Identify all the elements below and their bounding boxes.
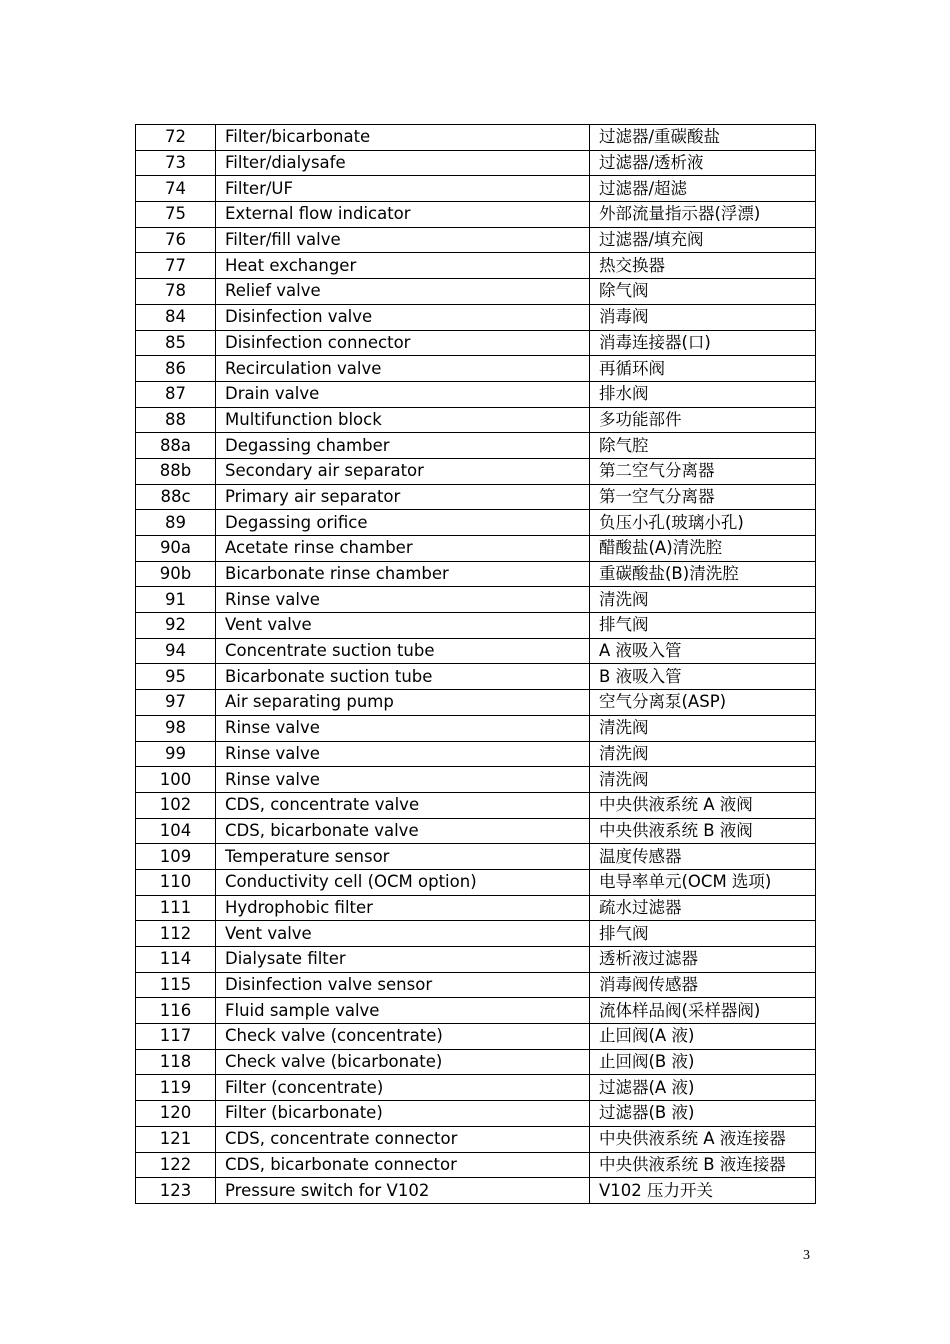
- english-name-cell: Filter/bicarbonate: [216, 125, 590, 151]
- table-row: [136, 1101, 816, 1127]
- english-name-cell: Check valve (concentrate): [216, 1024, 590, 1050]
- table-row: [136, 613, 816, 639]
- table-row: [136, 381, 816, 407]
- table-row: [136, 767, 816, 793]
- table-row: [136, 1178, 816, 1204]
- table-row: [136, 792, 816, 818]
- english-name-cell: Relief valve: [216, 279, 590, 305]
- part-number-cell: 104: [136, 818, 216, 844]
- part-number-cell: 86: [136, 356, 216, 382]
- part-number-cell: 119: [136, 1075, 216, 1101]
- table-row: [136, 561, 816, 587]
- english-name-cell: Disinfection valve: [216, 304, 590, 330]
- table-row: [136, 818, 816, 844]
- english-name-cell: Filter/UF: [216, 176, 590, 202]
- english-name-cell: Conductivity cell (OCM option): [216, 869, 590, 895]
- part-number-cell: 97: [136, 690, 216, 716]
- english-name-cell: Disinfection connector: [216, 330, 590, 356]
- part-number-cell: 75: [136, 202, 216, 228]
- english-name-cell: Primary air separator: [216, 484, 590, 510]
- chinese-name-cell: 再循环阀: [590, 356, 816, 382]
- table-row: [136, 484, 816, 510]
- part-number-cell: 99: [136, 741, 216, 767]
- table-row: [136, 638, 816, 664]
- table-row: [136, 150, 816, 176]
- english-name-cell: Rinse valve: [216, 587, 590, 613]
- chinese-name-cell: V102 压力开关: [590, 1178, 816, 1204]
- part-number-cell: 94: [136, 638, 216, 664]
- chinese-name-cell: 透析液过滤器: [590, 947, 816, 973]
- table-row: [136, 510, 816, 536]
- chinese-name-cell: 排水阀: [590, 381, 816, 407]
- chinese-name-cell: 温度传感器: [590, 844, 816, 870]
- chinese-name-cell: 中央供液系统 B 液连接器: [590, 1152, 816, 1178]
- part-number-cell: 117: [136, 1024, 216, 1050]
- part-number-cell: 121: [136, 1126, 216, 1152]
- chinese-name-cell: 清洗阀: [590, 767, 816, 793]
- part-number-cell: 100: [136, 767, 216, 793]
- part-number-cell: 95: [136, 664, 216, 690]
- table-row: [136, 741, 816, 767]
- part-number-cell: 109: [136, 844, 216, 870]
- english-name-cell: Rinse valve: [216, 715, 590, 741]
- english-name-cell: Recirculation valve: [216, 356, 590, 382]
- table-row: [136, 1152, 816, 1178]
- part-number-cell: 88b: [136, 458, 216, 484]
- table-row: [136, 227, 816, 253]
- parts-table-body: [136, 125, 816, 1204]
- chinese-name-cell: 中央供液系统 A 液连接器: [590, 1126, 816, 1152]
- chinese-name-cell: 多功能部件: [590, 407, 816, 433]
- english-name-cell: Temperature sensor: [216, 844, 590, 870]
- english-name-cell: Filter/fill valve: [216, 227, 590, 253]
- part-number-cell: 122: [136, 1152, 216, 1178]
- chinese-name-cell: 疏水过滤器: [590, 895, 816, 921]
- chinese-name-cell: 中央供液系统 B 液阀: [590, 818, 816, 844]
- chinese-name-cell: 过滤器/填充阀: [590, 227, 816, 253]
- table-row: [136, 947, 816, 973]
- english-name-cell: External flow indicator: [216, 202, 590, 228]
- table-row: [136, 844, 816, 870]
- chinese-name-cell: B 液吸入管: [590, 664, 816, 690]
- english-name-cell: CDS, bicarbonate valve: [216, 818, 590, 844]
- part-number-cell: 72: [136, 125, 216, 151]
- english-name-cell: Check valve (bicarbonate): [216, 1049, 590, 1075]
- chinese-name-cell: 消毒阀传感器: [590, 972, 816, 998]
- part-number-cell: 87: [136, 381, 216, 407]
- chinese-name-cell: 清洗阀: [590, 587, 816, 613]
- chinese-name-cell: 消毒阀: [590, 304, 816, 330]
- table-row: [136, 407, 816, 433]
- table-row: [136, 433, 816, 459]
- chinese-name-cell: 负压小孔(玻璃小孔): [590, 510, 816, 536]
- table-row: [136, 330, 816, 356]
- chinese-name-cell: 止回阀(B 液): [590, 1049, 816, 1075]
- english-name-cell: Rinse valve: [216, 767, 590, 793]
- english-name-cell: Degassing chamber: [216, 433, 590, 459]
- table-row: [136, 895, 816, 921]
- english-name-cell: Hydrophobic filter: [216, 895, 590, 921]
- table-row: [136, 972, 816, 998]
- chinese-name-cell: A 液吸入管: [590, 638, 816, 664]
- english-name-cell: Filter (bicarbonate): [216, 1101, 590, 1127]
- chinese-name-cell: 消毒连接器(口): [590, 330, 816, 356]
- english-name-cell: CDS, concentrate connector: [216, 1126, 590, 1152]
- english-name-cell: Multifunction block: [216, 407, 590, 433]
- parts-table: [135, 124, 816, 1204]
- chinese-name-cell: 外部流量指示器(浮漂): [590, 202, 816, 228]
- part-number-cell: 78: [136, 279, 216, 305]
- chinese-name-cell: 醋酸盐(A)清洗腔: [590, 536, 816, 562]
- english-name-cell: CDS, concentrate valve: [216, 792, 590, 818]
- page-number: 3: [803, 1248, 810, 1263]
- part-number-cell: 120: [136, 1101, 216, 1127]
- table-row: [136, 202, 816, 228]
- english-name-cell: Pressure switch for V102: [216, 1178, 590, 1204]
- english-name-cell: Dialysate filter: [216, 947, 590, 973]
- chinese-name-cell: 中央供液系统 A 液阀: [590, 792, 816, 818]
- english-name-cell: Acetate rinse chamber: [216, 536, 590, 562]
- part-number-cell: 115: [136, 972, 216, 998]
- part-number-cell: 114: [136, 947, 216, 973]
- table-row: [136, 921, 816, 947]
- chinese-name-cell: 过滤器/透析液: [590, 150, 816, 176]
- chinese-name-cell: 重碳酸盐(B)清洗腔: [590, 561, 816, 587]
- english-name-cell: Bicarbonate suction tube: [216, 664, 590, 690]
- table-row: [136, 356, 816, 382]
- english-name-cell: CDS, bicarbonate connector: [216, 1152, 590, 1178]
- chinese-name-cell: 流体样品阀(采样器阀): [590, 998, 816, 1024]
- table-row: [136, 587, 816, 613]
- table-row: [136, 176, 816, 202]
- chinese-name-cell: 清洗阀: [590, 741, 816, 767]
- english-name-cell: Vent valve: [216, 613, 590, 639]
- table-row: [136, 690, 816, 716]
- table-row: [136, 279, 816, 305]
- chinese-name-cell: 排气阀: [590, 613, 816, 639]
- part-number-cell: 91: [136, 587, 216, 613]
- part-number-cell: 118: [136, 1049, 216, 1075]
- chinese-name-cell: 清洗阀: [590, 715, 816, 741]
- part-number-cell: 112: [136, 921, 216, 947]
- chinese-name-cell: 过滤器/超滤: [590, 176, 816, 202]
- part-number-cell: 92: [136, 613, 216, 639]
- part-number-cell: 90b: [136, 561, 216, 587]
- part-number-cell: 76: [136, 227, 216, 253]
- table-row: [136, 304, 816, 330]
- chinese-name-cell: 空气分离泵(ASP): [590, 690, 816, 716]
- table-row: [136, 1075, 816, 1101]
- part-number-cell: 73: [136, 150, 216, 176]
- table-row: [136, 1126, 816, 1152]
- part-number-cell: 77: [136, 253, 216, 279]
- part-number-cell: 123: [136, 1178, 216, 1204]
- english-name-cell: Bicarbonate rinse chamber: [216, 561, 590, 587]
- part-number-cell: 85: [136, 330, 216, 356]
- part-number-cell: 98: [136, 715, 216, 741]
- part-number-cell: 88: [136, 407, 216, 433]
- chinese-name-cell: 第二空气分离器: [590, 458, 816, 484]
- chinese-name-cell: 电导率单元(OCM 选项): [590, 869, 816, 895]
- part-number-cell: 116: [136, 998, 216, 1024]
- part-number-cell: 88c: [136, 484, 216, 510]
- english-name-cell: Secondary air separator: [216, 458, 590, 484]
- english-name-cell: Degassing orifice: [216, 510, 590, 536]
- english-name-cell: Filter (concentrate): [216, 1075, 590, 1101]
- table-row: [136, 998, 816, 1024]
- chinese-name-cell: 过滤器(B 液): [590, 1101, 816, 1127]
- english-name-cell: Drain valve: [216, 381, 590, 407]
- chinese-name-cell: 除气阀: [590, 279, 816, 305]
- chinese-name-cell: 排气阀: [590, 921, 816, 947]
- part-number-cell: 102: [136, 792, 216, 818]
- english-name-cell: Rinse valve: [216, 741, 590, 767]
- chinese-name-cell: 过滤器/重碳酸盐: [590, 125, 816, 151]
- part-number-cell: 88a: [136, 433, 216, 459]
- part-number-cell: 84: [136, 304, 216, 330]
- part-number-cell: 111: [136, 895, 216, 921]
- table-row: [136, 536, 816, 562]
- english-name-cell: Filter/dialysafe: [216, 150, 590, 176]
- english-name-cell: Fluid sample valve: [216, 998, 590, 1024]
- part-number-cell: 90a: [136, 536, 216, 562]
- table-row: [136, 458, 816, 484]
- english-name-cell: Heat exchanger: [216, 253, 590, 279]
- chinese-name-cell: 除气腔: [590, 433, 816, 459]
- table-row: [136, 125, 816, 151]
- part-number-cell: 89: [136, 510, 216, 536]
- english-name-cell: Concentrate suction tube: [216, 638, 590, 664]
- chinese-name-cell: 止回阀(A 液): [590, 1024, 816, 1050]
- table-row: [136, 715, 816, 741]
- table-row: [136, 869, 816, 895]
- table-row: [136, 1024, 816, 1050]
- table-row: [136, 253, 816, 279]
- table-row: [136, 1049, 816, 1075]
- part-number-cell: 110: [136, 869, 216, 895]
- chinese-name-cell: 热交换器: [590, 253, 816, 279]
- english-name-cell: Air separating pump: [216, 690, 590, 716]
- english-name-cell: Disinfection valve sensor: [216, 972, 590, 998]
- part-number-cell: 74: [136, 176, 216, 202]
- english-name-cell: Vent valve: [216, 921, 590, 947]
- chinese-name-cell: 第一空气分离器: [590, 484, 816, 510]
- table-row: [136, 664, 816, 690]
- chinese-name-cell: 过滤器(A 液): [590, 1075, 816, 1101]
